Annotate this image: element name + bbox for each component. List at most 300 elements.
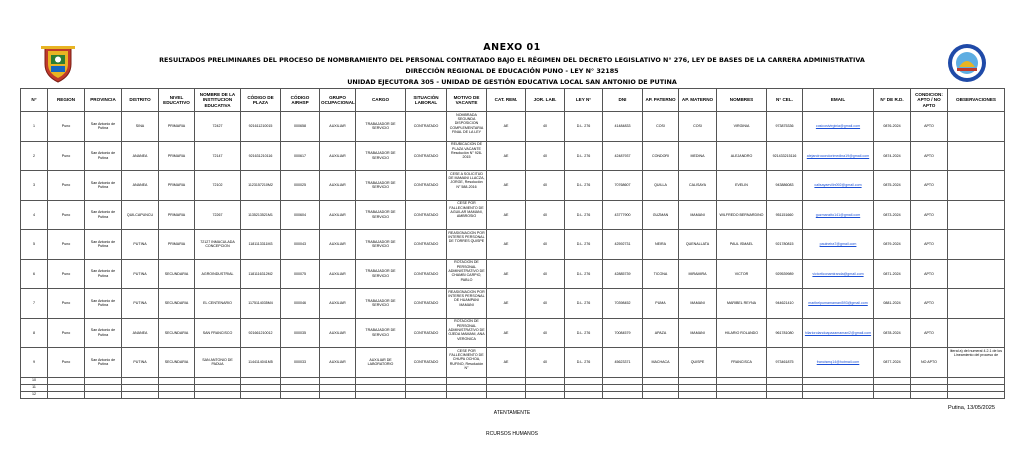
cell-region: Puno (48, 259, 85, 289)
cell-remuneration-category: AE (487, 171, 526, 201)
cell-law-number: D.L. 276 (565, 289, 603, 319)
empty-cell (320, 384, 356, 391)
cell-phone-number: 921780815 (767, 230, 803, 260)
cell-email-link[interactable]: guzmanzito141@gmail.com (803, 200, 874, 230)
cell-employment-status: CONTRATADO (406, 289, 447, 319)
cell-first-names: WILFREDO BERNARDINO (717, 200, 767, 230)
empty-cell (356, 384, 406, 391)
cell-region: Puno (48, 112, 85, 142)
empty-cell (356, 391, 406, 398)
cell-maternal-surname: QUENALLATA (679, 230, 717, 260)
cell-education-level: PRIMARIA (159, 230, 195, 260)
table-row (21, 289, 1005, 319)
empty-cell (487, 377, 526, 384)
column-header: DNI (603, 89, 643, 112)
cell-position: TRABAJADOR DE SERVICIO (356, 318, 406, 348)
cell-email-link[interactable]: calisayaevilin092@gmail.com (803, 171, 874, 201)
cell-plaza-code: 1123157210M2 (241, 171, 281, 201)
cell-first-names: MARIBEL REYNA (717, 289, 767, 319)
cell-law-number: D.L. 276 (565, 348, 603, 378)
cell-work-hours: 40 (526, 200, 565, 230)
cell-institution-name: 72147 (195, 141, 241, 171)
cell-province: San Antonio de Putina (85, 171, 122, 201)
cell-institution-name: AGROINDUSTRIAL (195, 259, 241, 289)
cell-education-level: SECUNDARIA (159, 348, 195, 378)
empty-cell (281, 391, 320, 398)
empty-cell (603, 377, 643, 384)
empty-row (21, 377, 1005, 384)
cell-first-names: ALEJANDRO (717, 141, 767, 171)
empty-cell (643, 377, 679, 384)
cell-occupational-group: AUXILIAR (320, 112, 356, 142)
cell-law-number: D.L. 276 (565, 200, 603, 230)
cell-observations (948, 230, 1005, 260)
cell-rd-number: 0874-2024 (874, 141, 911, 171)
cell-education-level: SECUNDARIA (159, 259, 195, 289)
cell-district: SINA (122, 112, 159, 142)
cell-education-level: PRIMARIA (159, 112, 195, 142)
cell-phone-number: 929539989 (767, 259, 803, 289)
cell-education-level: SECUNDARIA (159, 318, 195, 348)
cell-region: Puno (48, 230, 85, 260)
cell-dni: 42592731 (603, 230, 643, 260)
cell-work-hours: 40 (526, 230, 565, 260)
empty-cell (717, 384, 767, 391)
cell-dni: 70084579 (603, 318, 643, 348)
table-header-row (21, 89, 1005, 112)
empty-cell (406, 391, 447, 398)
empty-cell (447, 377, 487, 384)
cell-district: QUILCAPUNCU (122, 200, 159, 230)
cell-law-number: D.L. 276 (565, 112, 603, 142)
empty-cell (911, 391, 948, 398)
cell-airhsp-code: 000033 (281, 348, 320, 378)
cell-position: TRABAJADOR DE SERVICIO (356, 112, 406, 142)
table-row (21, 230, 1005, 260)
cell-province: San Antonio de Putina (85, 112, 122, 142)
cell-remuneration-category: AE (487, 141, 526, 171)
cell-email-link[interactable]: alejandrocondorimedina19@gmail.com (803, 141, 874, 171)
cell-vacancy-reason (447, 171, 487, 201)
column-header: AP. PATERNO (643, 89, 679, 112)
empty-cell (85, 377, 122, 384)
cell-institution-name: 72127 INMACULADA CONCEPCION (195, 230, 241, 260)
column-header: MOTIVO DE VACANTE (447, 89, 487, 112)
cell-position: TRABAJADOR DE SERVICIO (356, 289, 406, 319)
cell-fitness-status: APTO (911, 230, 948, 260)
cell-work-hours: 40 (526, 141, 565, 171)
cell-rd-number: 0875-2024 (874, 171, 911, 201)
cell-fitness-status: APTO (911, 200, 948, 230)
empty-cell (526, 391, 565, 398)
cell-province: San Antonio de Putina (85, 259, 122, 289)
empty-cell (241, 377, 281, 384)
cell-email-link[interactable]: paulneira7@gmail.com (803, 230, 874, 260)
cell-district: PUTINA (122, 230, 159, 260)
cell-district: PUTINA (122, 289, 159, 319)
cell-rd-number: 0877-2024 (874, 348, 911, 378)
cell-vacancy-reason (447, 318, 487, 348)
cell-phone-number: 944621410 (767, 289, 803, 319)
cell-employment-status: CONTRATADO (406, 318, 447, 348)
cell-institution-name: SAN ANTONIO DE PADUA (195, 348, 241, 378)
empty-cell (717, 391, 767, 398)
document-date: Putina, 13/05/2025 (948, 405, 995, 411)
cell-maternal-surname: CALISAYA (679, 171, 717, 201)
empty-cell (767, 377, 803, 384)
cell-occupational-group: AUXILIAR (320, 318, 356, 348)
cell-text (949, 290, 1003, 317)
cell-vacancy-reason (447, 289, 487, 319)
empty-cell (122, 391, 159, 398)
cell-fitness-status: APTO (911, 318, 948, 348)
cell-row-number: 6 (21, 259, 48, 289)
cell-phone-number: 973875336 (767, 112, 803, 142)
empty-cell (320, 391, 356, 398)
empty-cell (281, 377, 320, 384)
column-header: OBSERVACIONES (948, 89, 1005, 112)
cell-occupational-group: AUXILIAR (320, 289, 356, 319)
cell-law-number: D.L. 276 (565, 141, 603, 171)
empty-cell (122, 384, 159, 391)
table-row (21, 348, 1005, 378)
cell-airhsp-code: 000025 (281, 171, 320, 201)
cell-text: REUBICACION DE PLAZA VACANTE Resolución N° 928-2015 (450, 142, 482, 160)
empty-cell (679, 384, 717, 391)
column-header: CÓDIGO AIRHSP (281, 89, 320, 112)
cell-plaza-code: 921611210015 (241, 112, 281, 142)
cell-work-hours: 40 (526, 348, 565, 378)
cell-phone-number: 921433215116 (767, 141, 803, 171)
cell-observations (948, 141, 1005, 171)
empty-cell (603, 384, 643, 391)
cell-remuneration-category: AE (487, 289, 526, 319)
cell-row-number: 8 (21, 318, 48, 348)
cell-position: TRABAJADOR DE SERVICIO (356, 171, 406, 201)
column-header: LEY N° (565, 89, 603, 112)
column-header: EMAIL (803, 89, 874, 112)
empty-cell (767, 391, 803, 398)
empty-cell (195, 377, 241, 384)
cell-remuneration-category: AE (487, 112, 526, 142)
cell-text: ROTACION DE PERSONAL ADMINISTRATIVO DE OJEDA MAMANI, ANA VERONICA (448, 319, 485, 341)
cell-fitness-status: NO APTO (911, 348, 948, 378)
empty-cell (241, 391, 281, 398)
header-line-1: RESULTADOS PRELIMINARES DEL PROCESO DE NOMBRAMIENTO DEL PERSONAL CONTRATADO BAJO EL RÉGIMEN DEL DECRETO LEGISLATIVO N° 276, LEY DE BASES DE LA CARRERA ADMINISTRATIVA (159, 56, 865, 64)
cell-airhsp-code: 000035 (281, 318, 320, 348)
cell-phone-number: 943886083 (767, 171, 803, 201)
cell-row-number: 9 (21, 348, 48, 378)
cell-vacancy-reason (447, 200, 487, 230)
cell-paternal-surname: TICONA (643, 259, 679, 289)
cell-observations (948, 171, 1005, 201)
cell-dni: 70398452 (603, 289, 643, 319)
table-row (21, 259, 1005, 289)
column-header: NOMBRE DE LA INSTITUCION EDUCATIVA (195, 89, 241, 112)
cell-text (949, 231, 1003, 258)
cell-position: TRABAJADOR DE SERVICIO (356, 259, 406, 289)
cell-text (949, 113, 1003, 140)
cell-observations (948, 200, 1005, 230)
cell-education-level: PRIMARIA (159, 141, 195, 171)
cell-province: San Antonio de Putina (85, 230, 122, 260)
empty-cell (195, 391, 241, 398)
cell-text: NOMBRADA SEGUNDA DISPOSICION COMPLEMENTARIA FINAL DE LA LEY (449, 112, 484, 134)
cell-province: San Antonio de Putina (85, 318, 122, 348)
cell-plaza-code: 1144114041M5 (241, 348, 281, 378)
cell-dni: 42885739 (603, 259, 643, 289)
cell-district: ANANEA (122, 171, 159, 201)
empty-cell (874, 377, 911, 384)
cell-email-link[interactable]: francismq14@hotmail.com (803, 348, 874, 378)
cell-province: San Antonio de Putina (85, 348, 122, 378)
sign-off: ATENTAMENTE (493, 410, 531, 416)
empty-cell (643, 384, 679, 391)
cell-text: literal a) del numeral 4.2.1 de los Lineamiento del proceso de (949, 348, 1003, 358)
cell-employment-status: CONTRATADO (406, 112, 447, 142)
cell-education-level: PRIMARIA (159, 200, 195, 230)
cell-position: AUXILIAR DE LABORATORIO (356, 348, 406, 378)
empty-cell (948, 384, 1005, 391)
cell-email-link[interactable]: cosicosivirginia@gmail.com (803, 112, 874, 142)
empty-row (21, 384, 1005, 391)
cell-observations (948, 112, 1005, 142)
cell-plaza-code: 1181116312M2 (241, 259, 281, 289)
empty-cell (320, 377, 356, 384)
cell-rd-number: 0871-2024 (874, 259, 911, 289)
cell-institution-name: 72427 (195, 112, 241, 142)
empty-cell (911, 384, 948, 391)
cell-row-number: 1 (21, 112, 48, 142)
table-row (21, 171, 1005, 201)
empty-cell (643, 391, 679, 398)
cell-observations (948, 318, 1005, 348)
cell-paternal-surname: PUMA (643, 289, 679, 319)
cell-employment-status: CONTRATADO (406, 200, 447, 230)
cell-email-link[interactable]: maribelpumamamani593@gmail.com (803, 289, 874, 319)
empty-cell (526, 384, 565, 391)
cell-maternal-surname: MAMANI (679, 289, 717, 319)
column-header: PROVINCIA (85, 89, 122, 112)
empty-cell (487, 384, 526, 391)
cell-employment-status: CONTRATADO (406, 171, 447, 201)
cell-row-number: 11 (21, 384, 48, 391)
column-header: CÓDIGO DE PLAZA (241, 89, 281, 112)
table-row (21, 141, 1005, 171)
column-header: SITUACIÓN LABORAL (406, 89, 447, 112)
cell-text: REASIGNACION POR INTERES PERSONAL DE HUAMPANI MAMANI (448, 289, 485, 307)
cell-remuneration-category: AE (487, 348, 526, 378)
empty-cell (241, 384, 281, 391)
cell-row-number: 12 (21, 391, 48, 398)
cell-row-number: 2 (21, 141, 48, 171)
cell-vacancy-reason (447, 348, 487, 378)
cell-institution-name: EL CENTENARIO (195, 289, 241, 319)
cell-airhsp-code: 000617 (281, 141, 320, 171)
empty-cell (717, 377, 767, 384)
empty-cell (447, 384, 487, 391)
cell-airhsp-code: 000604 (281, 200, 320, 230)
cell-row-number: 3 (21, 171, 48, 201)
empty-cell (948, 391, 1005, 398)
cell-rd-number: 0873-2024 (874, 200, 911, 230)
empty-cell (526, 377, 565, 384)
cell-first-names: PAUL ISMAEL (717, 230, 767, 260)
empty-cell (48, 391, 85, 398)
empty-cell (159, 377, 195, 384)
cell-first-names: EVELIN (717, 171, 767, 201)
cell-position: TRABAJADOR DE SERVICIO (356, 141, 406, 171)
cell-remuneration-category: AE (487, 230, 526, 260)
cell-text (949, 201, 1003, 228)
empty-cell (48, 377, 85, 384)
cell-paternal-surname: NEIRA (643, 230, 679, 260)
empty-cell (803, 377, 874, 384)
cell-first-names: VIRGINIA (717, 112, 767, 142)
cell-row-number: 7 (21, 289, 48, 319)
cell-text: CESE A SOLICITUD DE MAMANI LLACZA, JORGE, Resolución N° 588-2016 (448, 171, 485, 189)
empty-cell (565, 377, 603, 384)
cell-occupational-group: AUXILIAR (320, 141, 356, 171)
cell-vacancy-reason (447, 141, 487, 171)
cell-plaza-code: 921631210116 (241, 141, 281, 171)
cell-email-link[interactable]: hilariorolandoapazamamani2@gmail.com (803, 318, 874, 348)
cell-text (949, 172, 1003, 199)
cell-airhsp-code: 000046 (281, 289, 320, 319)
empty-cell (356, 377, 406, 384)
column-header: NIVEL EDUCATIVO (159, 89, 195, 112)
cell-text (949, 260, 1003, 287)
empty-cell (85, 391, 122, 398)
page-title: ANEXO 01 (483, 42, 541, 53)
column-header: REGION (48, 89, 85, 112)
cell-vacancy-reason (447, 112, 487, 142)
empty-cell (767, 384, 803, 391)
cell-dni: 70768607 (603, 171, 643, 201)
empty-cell (487, 391, 526, 398)
cell-law-number: D.L. 276 (565, 259, 603, 289)
cell-dni: 45623371 (603, 348, 643, 378)
cell-row-number: 4 (21, 200, 48, 230)
cell-observations (948, 289, 1005, 319)
column-header: CARGO (356, 89, 406, 112)
empty-cell (565, 391, 603, 398)
empty-cell (948, 377, 1005, 384)
cell-airhsp-code: 000043 (281, 230, 320, 260)
empty-cell (159, 384, 195, 391)
column-header: JOR. LAB. (526, 89, 565, 112)
cell-phone-number: 961781080 (767, 318, 803, 348)
cell-work-hours: 40 (526, 259, 565, 289)
cell-first-names: VICTOR (717, 259, 767, 289)
cell-law-number: D.L. 276 (565, 318, 603, 348)
table-row (21, 200, 1005, 230)
empty-cell (911, 377, 948, 384)
cell-paternal-surname: APAZA (643, 318, 679, 348)
cell-paternal-surname: MACHACA (643, 348, 679, 378)
column-header: NOMBRES (717, 89, 767, 112)
cell-region: Puno (48, 289, 85, 319)
cell-fitness-status: APTO (911, 141, 948, 171)
empty-cell (159, 391, 195, 398)
cell-vacancy-reason (447, 259, 487, 289)
cell-email-link[interactable]: victorticonamiranda@gmail.com (803, 259, 874, 289)
cell-row-number: 10 (21, 377, 48, 384)
cell-province: San Antonio de Putina (85, 289, 122, 319)
cell-airhsp-code: 000658 (281, 112, 320, 142)
empty-cell (874, 384, 911, 391)
empty-cell (406, 384, 447, 391)
empty-cell (803, 384, 874, 391)
column-header: GRUPO OCUPACIONAL (320, 89, 356, 112)
cell-region: Puno (48, 348, 85, 378)
cell-work-hours: 40 (526, 318, 565, 348)
header-line-2: DIRECCIÓN REGIONAL DE EDUCACIÓN PUNO - LEY N° 32185 (405, 67, 619, 75)
cell-education-level: PRIMARIA (159, 171, 195, 201)
empty-cell (406, 377, 447, 384)
empty-cell (679, 391, 717, 398)
cell-position: TRABAJADOR DE SERVICIO (356, 200, 406, 230)
empty-row (21, 391, 1005, 398)
cell-employment-status: CONTRATADO (406, 141, 447, 171)
cell-remuneration-category: AE (487, 200, 526, 230)
empty-cell (281, 384, 320, 391)
cell-dni: 43777900 (603, 200, 643, 230)
cell-rd-number: 0878-2024 (874, 318, 911, 348)
cell-rd-number: 0876-2024 (874, 112, 911, 142)
empty-cell (85, 384, 122, 391)
cell-plaza-code: 1135213521M1 (241, 200, 281, 230)
cell-district: PUTINA (122, 259, 159, 289)
cell-maternal-surname: MEDINA (679, 141, 717, 171)
cell-law-number: D.L. 276 (565, 171, 603, 201)
header-line-3: UNIDAD EJECUTORA 305 - UNIDAD DE GESTIÓN EDUCATIVA LOCAL SAN ANTONIO DE PUTINA (347, 78, 677, 86)
cell-maternal-surname: COSI (679, 112, 717, 142)
cell-region: Puno (48, 200, 85, 230)
cell-text: ROTACION DE PERSONAL ADMINISTRATIVO DE CHAMBI CARPIO, PABLO (448, 260, 485, 282)
cell-phone-number: 951151660 (767, 200, 803, 230)
cell-work-hours: 40 (526, 289, 565, 319)
cell-dni: 41484833 (603, 112, 643, 142)
cell-paternal-surname: GUZMAN (643, 200, 679, 230)
table-row (21, 318, 1005, 348)
cell-region: Puno (48, 171, 85, 201)
cell-district: PUTINA (122, 348, 159, 378)
column-header: AP. MATERNO (679, 89, 717, 112)
column-header: N° (21, 89, 48, 112)
empty-cell (565, 384, 603, 391)
cell-occupational-group: AUXILIAR (320, 200, 356, 230)
cell-education-level: SECUNDARIA (159, 289, 195, 319)
cell-province: San Antonio de Putina (85, 200, 122, 230)
column-header: CONDICION: APTO / NO APTO (911, 89, 948, 112)
cell-law-number: D.L. 276 (565, 230, 603, 260)
cell-fitness-status: APTO (911, 289, 948, 319)
cell-district: ANANEA (122, 318, 159, 348)
cell-remuneration-category: AE (487, 318, 526, 348)
column-header: N° CEL. (767, 89, 803, 112)
results-table (20, 88, 1005, 399)
empty-cell (48, 384, 85, 391)
table-row (21, 112, 1005, 142)
cell-region: Puno (48, 141, 85, 171)
cell-rd-number: 0879-2024 (874, 230, 911, 260)
cell-plaza-code: 921661210012 (241, 318, 281, 348)
empty-cell (603, 391, 643, 398)
cell-plaza-code: 1175114035M4 (241, 289, 281, 319)
cell-institution-name: 72102 (195, 171, 241, 201)
table-body (21, 112, 1005, 399)
